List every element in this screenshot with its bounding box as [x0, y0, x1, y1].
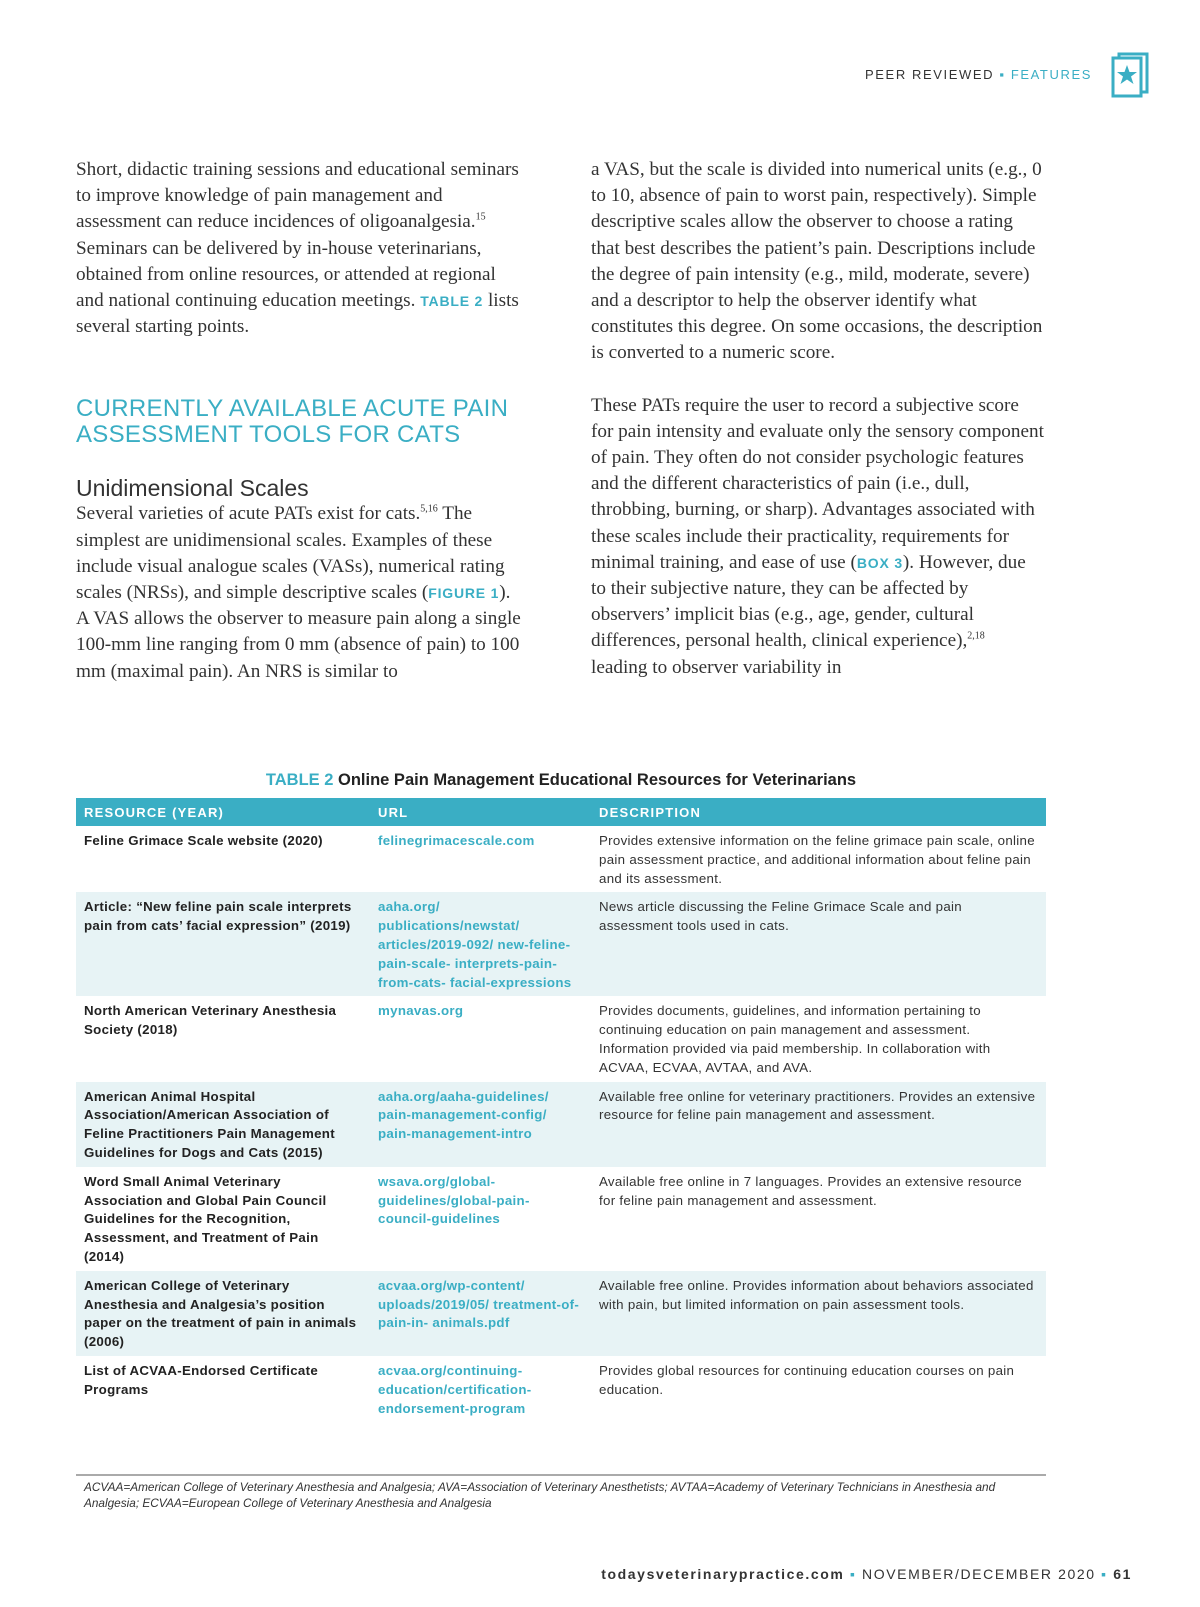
header-category-label: FEATURES [1010, 67, 1092, 82]
figure-1-reference-link[interactable]: FIGURE 1 [428, 585, 500, 602]
header-section-label: PEER REVIEWED [865, 67, 995, 82]
table-row [76, 1082, 1046, 1167]
section-heading: CURRENTLY AVAILABLE ACUTE PAIN ASSESSMENT TOOLS FOR CATS [76, 395, 509, 449]
url-link[interactable]: acvaa.org/wp-content/ uploads/2019/05/ treatment-of-pain-in- animals.pdf [370, 1271, 591, 1356]
table-header-row [76, 798, 1046, 826]
footer-website-link[interactable]: todaysveterinarypractice.com [601, 1566, 845, 1582]
right-column [591, 157, 1045, 681]
intro-paragraph: Short, didactic training sessions and educational seminars to improve knowledge of pain management and assessment can reduce incidences of oligoanalgesia.$^{15}$ Seminars can be delivered by in-house veterinarians, obtained from online resources, or attended at regional and national continuing education meetings. TABLE 2 lists several starting points. [76, 159, 519, 338]
scale-description-paragraph: a VAS, but the scale is divided into numerical units (e.g., 0 to 10, absence of pain to worst pain, respectively). Simple descriptive scales allow the observer to choose a rating that best describes the patient’s pain. Descriptions include the degree of pain intensity (e.g., mild, moderate, severe) and a descriptor to help the observer identify what constitutes this degree. On some occasions, the description is converted to a numeric score. [591, 159, 1043, 364]
resource-cell: Feline Grimace Scale website (2020) [84, 833, 323, 848]
table-row [76, 1271, 1046, 1356]
column-header-resource: RESOURCE (YEAR) [76, 798, 370, 826]
table-label: TABLE 2 [265, 771, 334, 789]
running-header [865, 67, 1092, 82]
resource-cell: North American Veterinary Anesthesia Society (2018) [84, 1003, 337, 1038]
description-cell: Provides documents, guidelines, and information pertaining to continuing education on pain management and assessment. Information provided via paid membership. In collaboration with ACVAA, ECVAA, AVTAA, and AVA. [599, 1003, 991, 1075]
resource-cell: Word Small Animal Veterinary Association and Global Pain Council Guidelines for the Recognition, Assessment, and Treatment of Pain (2014) [84, 1173, 327, 1264]
url-link[interactable]: mynavas.org [378, 1003, 464, 1019]
resource-cell: American College of Veterinary Anesthesia and Analgesia’s position paper on the treatment of pain in animals (2006) [76, 1271, 370, 1356]
resource-cell: Article: “New feline pain scale interprets pain from cats’ facial expression” (2019) [76, 892, 370, 996]
box-3-reference-link[interactable]: BOX 3 [856, 554, 903, 571]
column-header-description: DESCRIPTION [591, 798, 1046, 826]
resource-cell: List of ACVAA-Endorsed Certificate Programs [84, 1362, 319, 1397]
url-link[interactable]: aaha.org/aaha-guidelines/ pain-management-config/ pain-management-intro [370, 1082, 591, 1167]
table-row [76, 826, 1046, 892]
resources-table [76, 798, 1046, 1422]
peer-reviewed-badge-icon [1110, 52, 1150, 98]
column-header-url: URL [370, 798, 591, 826]
url-link[interactable]: wsava.org/global- guidelines/global-pain- council-guidelines [378, 1173, 530, 1227]
url-link[interactable]: felinegrimacescale.com [378, 833, 535, 848]
description-cell: Available free online in 7 languages. Provides an extensive resource for feline pain management and assessment. [599, 1173, 1023, 1208]
description-cell: Available free online. Provides information about behaviors associated with pain, but limited information on pain assessment tools. [591, 1271, 1046, 1356]
table-row [76, 1356, 1046, 1422]
resource-cell: American Animal Hospital Association/American Association of Feline Practitioners Pain Management Guidelines for Dogs and Cats (2015) [76, 1082, 370, 1167]
url-link[interactable]: acvaa.org/continuing- education/certification- endorsement-program [378, 1362, 532, 1416]
url-link[interactable]: aaha.org/ publications/newstat/ articles/2019-092/ new-feline-pain-scale- interprets-pain-from-cats- facial-expressions [370, 892, 591, 996]
subsection-heading: Unidimensional Scales [76, 475, 309, 502]
description-cell: Available free online for veterinary practitioners. Provides an extensive resource for feline pain management and assessment. [591, 1082, 1046, 1167]
description-cell: News article discussing the Feline Grimace Scale and pain assessment tools used in cats. [591, 892, 1046, 996]
table-title: Online Pain Management Educational Resources for Veterinarians [338, 771, 857, 789]
header-separator: ▪ [999, 67, 1006, 82]
description-cell: Provides global resources for continuing education courses on pain education. [599, 1362, 1015, 1397]
left-column [76, 157, 526, 685]
table-caption [76, 771, 1046, 790]
table-row [76, 1167, 1046, 1271]
subjectivity-paragraph: These PATs require the user to record a subjective score for pain intensity and evaluate only the sensory component of pain. They often do not consider psychologic features and the different characteristics of pain (i.e., dull, throbbing, burning, or sharp). Advantages associated with these scales include their practicality, requirements for minimal training, and ease of use (BOX 3). However, due to their subjective nature, they can be affected by observers’ implicit bias (e.g., age, gender, cultural differences, personal health, clinical experience),$^{2,18}$ leading to observer variability in [591, 394, 1044, 678]
footer-issue-date: NOVEMBER/DECEMBER 2020 [862, 1566, 1096, 1582]
unidimensional-paragraph: Several varieties of acute PATs exist for cats.$^{5,16}$ The simplest are unidimensional scales. Examples of these include visual analogue scales (VASs), numerical rating scales (NRSs), and simple descriptive scales (FIGURE 1). A VAS allows the observer to measure pain along a single 100-mm line ranging from 0 mm (absence of pain) to 100 mm (maximal pain). An NRS is similar to [76, 503, 521, 682]
page-number: 61 [1113, 1566, 1132, 1582]
page-footer [601, 1566, 1132, 1582]
table-row [76, 996, 1046, 1081]
table-footnote: ACVAA=American College of Veterinary Anesthesia and Analgesia; AVA=Association of Veterinary Anesthetists; AVTAA=Academy of Veterinary Technicians in Anesthesia and Analgesia; ECVAA=European College of Veterinary Anesthesia and Analgesia [76, 1474, 1046, 1515]
table-2-reference-link[interactable]: TABLE 2 [420, 293, 484, 310]
footer-separator: ▪ [849, 1566, 857, 1582]
description-cell: Provides extensive information on the feline grimace pain scale, online pain assessment practice, and additional information about feline pain and its assessment. [599, 833, 1035, 886]
table-row [76, 892, 1046, 996]
footer-separator: ▪ [1101, 1566, 1108, 1582]
